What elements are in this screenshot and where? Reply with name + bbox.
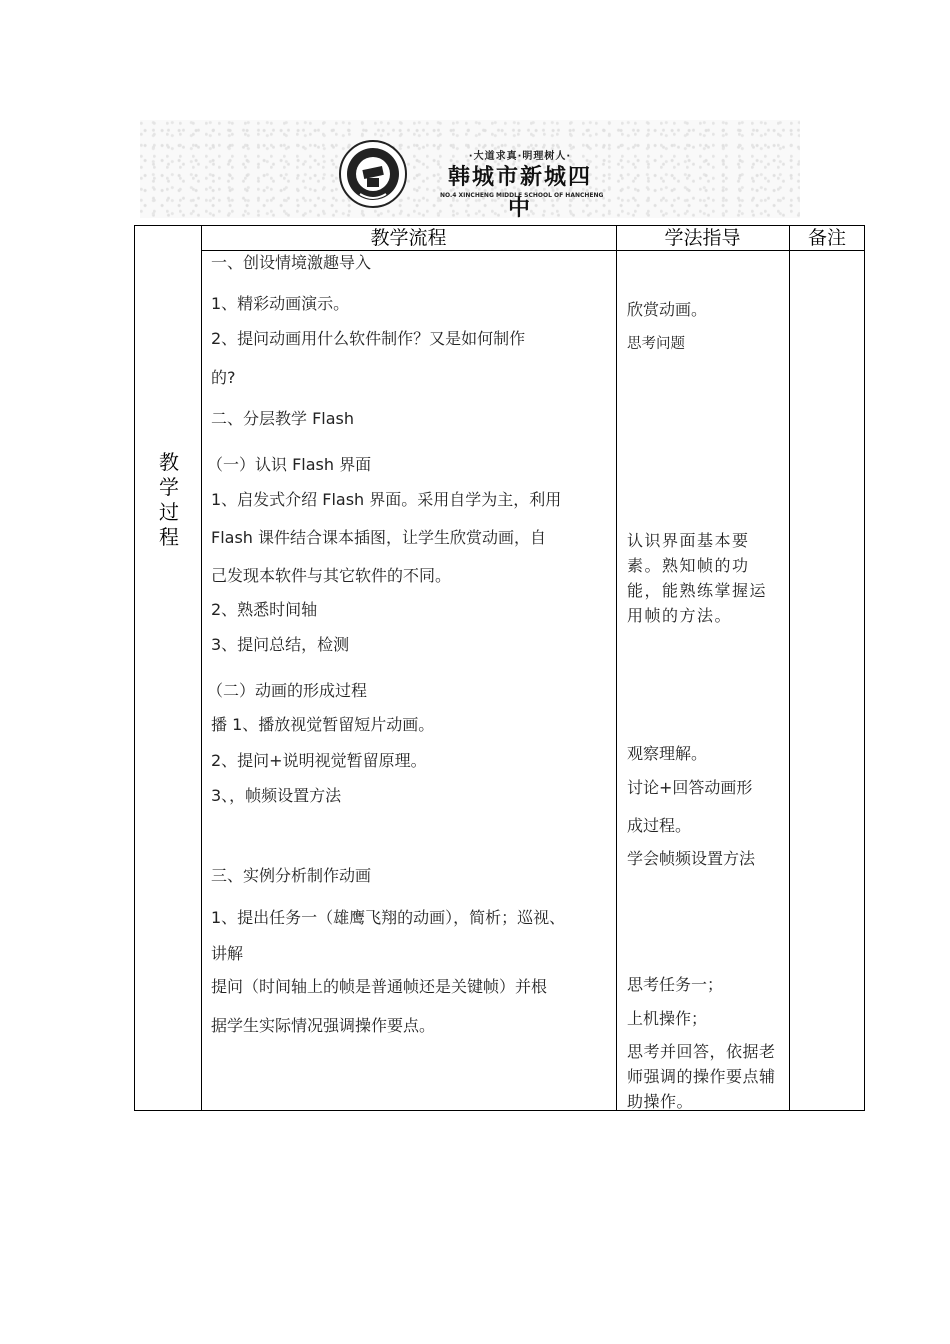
school-name-en: NO.4 XINCHENG MIDDLE SCHOOL OF HANCHENG — [440, 192, 604, 199]
process-line: 2、提问+说明视觉暂留原理。 — [211, 751, 427, 770]
school-motto: ·大道求真·明理树人· — [468, 151, 572, 162]
process-line: 播 1、播放视觉暂留短片动画。 — [211, 715, 435, 734]
process-line: 二、分层教学 Flash — [211, 409, 355, 428]
process-line: 己发现本软件与其它软件的不同。 — [211, 566, 452, 585]
school-name: 韩城市新城四中 — [447, 164, 592, 221]
column-divider — [616, 226, 617, 1110]
guidance-line: 欣赏动画。 — [627, 300, 708, 319]
guidance-line: 成过程。 — [627, 816, 692, 835]
column-divider — [201, 226, 202, 1110]
guidance-line: 观察理解。 — [627, 744, 708, 763]
process-line: 据学生实际情况强调操作要点。 — [211, 1016, 436, 1035]
process-line: 三、实例分析制作动画 — [211, 866, 372, 885]
process-line: 1、启发式介绍 Flash 界面。采用自学为主，利用 — [211, 490, 562, 509]
lesson-table — [134, 225, 865, 1111]
process-line: 一、创设情境激趣导入 — [211, 253, 372, 272]
column-divider — [789, 226, 790, 1110]
guidance-line: 思考并回答，依据老师强调的操作要点辅助操作。 — [627, 1042, 776, 1111]
guidance-line: 讨论+回答动画形 — [627, 778, 753, 797]
process-line: 1、提出任务一（雄鹰飞翔的动画），简析；巡视、 — [211, 908, 566, 927]
process-line: 3、，帧频设置方法 — [211, 786, 342, 805]
section-label: 教学过程 — [159, 450, 179, 549]
school-emblem-icon — [338, 136, 408, 212]
process-line: （一）认识 Flash 界面 — [207, 455, 372, 474]
process-line: 讲解 — [211, 944, 244, 963]
guidance-line: 思考问题 — [627, 336, 685, 352]
header-remarks: 备注 — [807, 227, 846, 249]
guidance-line: 思考任务一； — [627, 975, 724, 994]
header-process: 教学流程 — [370, 227, 447, 249]
process-line: 2、熟悉时间轴 — [211, 600, 318, 619]
process-line: 提问（时间轴上的帧是普通帧还是关键帧）并根 — [211, 977, 548, 996]
guidance-line: 认识界面基本要素。熟知帧的功能，能熟练掌握运用帧的方法。 — [627, 531, 768, 625]
process-line: 3、提问总结，检测 — [211, 635, 350, 654]
header-guidance: 学法指导 — [664, 227, 741, 249]
guidance-line: 学会帧频设置方法 — [627, 849, 756, 868]
process-line: 的? — [211, 368, 236, 387]
process-line: 2、提问动画用什么软件制作？又是如何制作 — [211, 329, 526, 348]
guidance-line: 上机操作； — [627, 1009, 708, 1028]
process-line: Flash 课件结合课本插图，让学生欣赏动画，自 — [211, 528, 547, 547]
process-line: 1、精彩动画演示。 — [211, 294, 350, 313]
process-line: （二）动画的形成过程 — [207, 681, 368, 700]
